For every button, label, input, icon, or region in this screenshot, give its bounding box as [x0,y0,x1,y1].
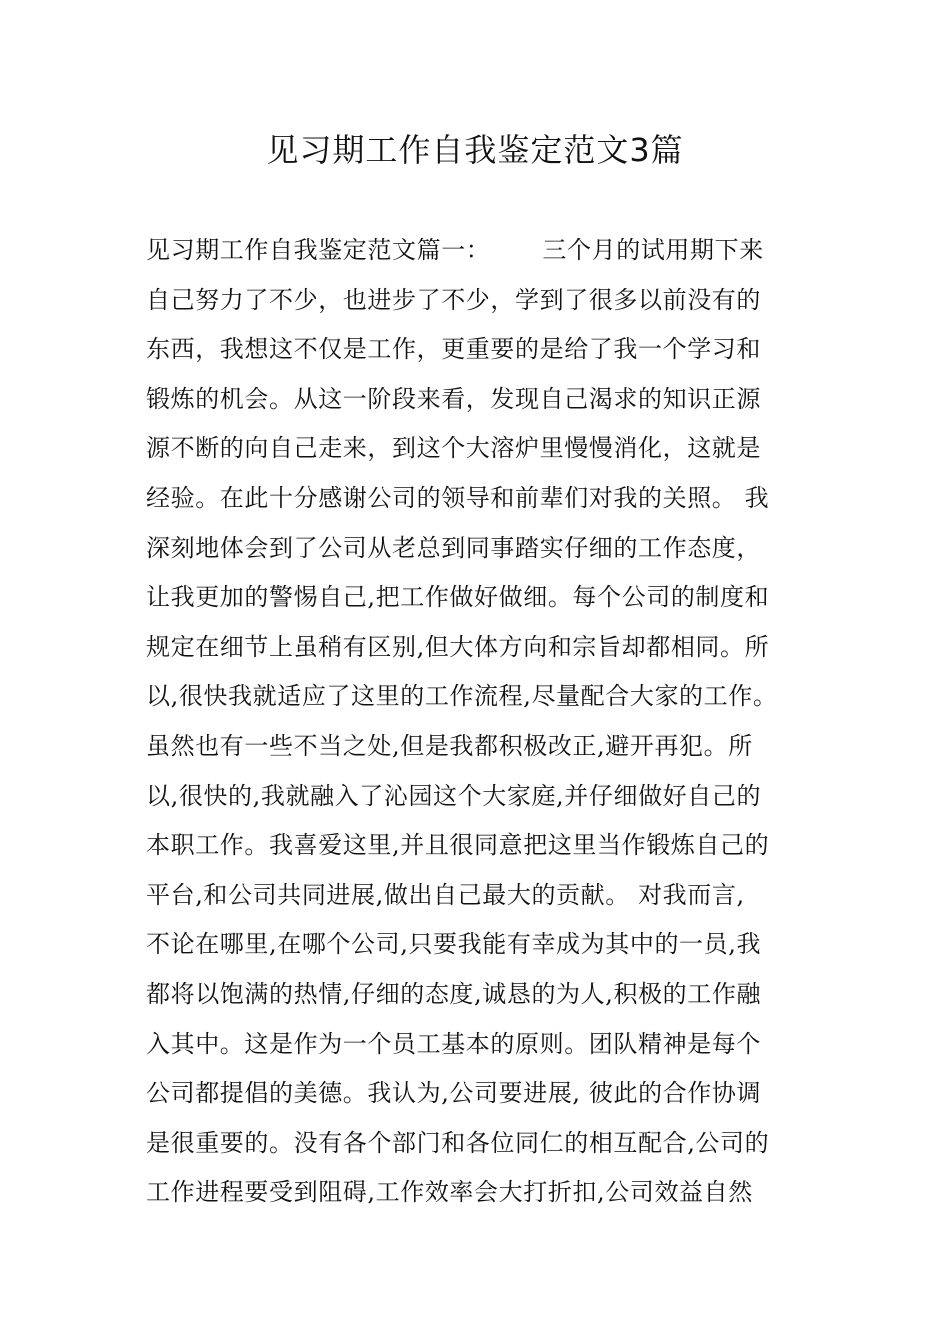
section-heading-inline: 见习期工作自我鉴定范文篇一： [146,236,491,264]
text-line: 让我更加的警惕自己,把工作做好做细。每个公司的制度和 [146,583,770,612]
text-line: 规定在细节上虽稍有区别,但大体方向和宗旨却都相同。所 [146,632,770,661]
text-line: 以,很快的,我就融入了沁园这个大家庭,并仔细做好自己的 [146,781,762,810]
text-line: 是很重要的。没有各个部门和各位同仁的相互配合,公司的 [146,1128,770,1157]
text-line: 锻炼的机会。从这一阶段来看，发现自己渴求的知识正源 [146,384,761,413]
document-body [146,226,826,1218]
text-line: 自己努力了不少，也进步了不少，学到了很多以前没有的 [146,285,761,314]
text-line: 虽然也有一些不当之处,但是我都积极改正,避开再犯。所 [146,731,753,760]
paragraph-start: 三个月的试用期下来 [542,236,764,264]
text-line: 本职工作。我喜爱这里,并且很同意把这里当作锻炼自己的 [146,831,770,860]
text-line: 源不断的向自己走来，到这个大溶炉里慢慢消化，这就是 [146,434,761,463]
text-line: 深刻地体会到了公司从老总到同事踏实仔细的工作态度， [146,533,761,562]
document-title: 见习期工作自我鉴定范文3篇 [266,131,684,169]
text-line [146,226,826,276]
text-line: 入其中。这是作为一个员工基本的原则。团队精神是每个 [146,1029,761,1058]
text-line: 不论在哪里,在哪个公司,只要我能有幸成为其中的一员,我 [146,930,762,959]
text-line: 东西，我想这不仅是工作，更重要的是给了我一个学习和 [146,335,761,364]
text-line: 平台,和公司共同进展,做出自己最大的贡献。 对我而言, [146,880,745,909]
text-line: 以,很快我就适应了这里的工作流程,尽量配合大家的工作。 [146,682,778,711]
text-line: 公司都提倡的美德。我认为,公司要进展, 彼此的合作协调 [146,1079,762,1108]
text-line: 都将以饱满的热情,仔细的态度,诚恳的为人,积极的工作融 [146,979,762,1008]
text-line: 工作进程要受到阻碍,工作效率会大打折扣,公司效益自然 [146,1178,753,1207]
text-line: 经验。在此十分感谢公司的领导和前辈们对我的关照。 我 [146,483,770,512]
